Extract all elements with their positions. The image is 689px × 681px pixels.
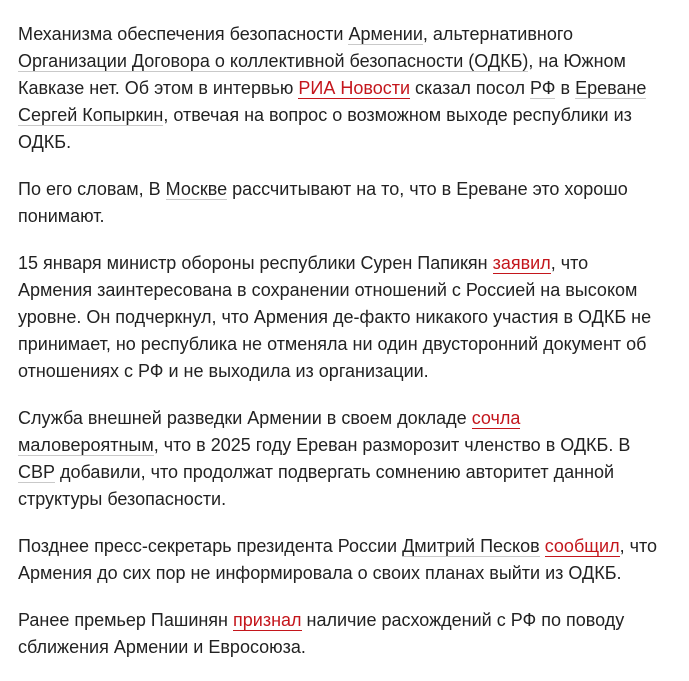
paragraph-text: в <box>555 78 576 98</box>
paragraph <box>18 176 658 230</box>
tag-svr[interactable]: СВР <box>18 462 56 482</box>
paragraph-text: Позднее пресс-секретарь президента России <box>18 536 403 556</box>
paragraph <box>18 21 658 156</box>
paragraph-text: добавили, что продолжат подвергать сомнению авторитет данной структуры безопасности. <box>18 462 615 509</box>
paragraph-text: , что Армения заинтересована в сохранении отношений с Россией на высоком уровне. Он подчеркнул, что Армения де-факто никакого участия в ОДКБ не принимает, но республика не отменяла ни один двусторонний документ об отношениях с РФ и не выходила из организации. <box>18 253 652 381</box>
paragraph-text: рассчитывают на то, что в Ереване это хорошо понимают. <box>18 179 628 226</box>
link-sochla[interactable]: сочла <box>471 408 521 428</box>
paragraph-text: , альтернативного <box>422 24 574 44</box>
link-soobshchil[interactable]: сообщил <box>544 536 620 556</box>
paragraph-text: наличие расхождений с РФ по поводу сближения Армении и Евросоюза. <box>18 610 625 657</box>
paragraph <box>18 533 658 587</box>
article-body <box>18 21 658 681</box>
paragraph-text: 15 января министр обороны республики Сурен Папикян <box>18 253 493 273</box>
paragraph-text: Ранее премьер Пашинян <box>18 610 233 630</box>
paragraph-text <box>540 536 545 556</box>
paragraph <box>18 607 658 661</box>
tag-maloveroyatnym[interactable]: маловероятным <box>18 435 154 455</box>
paragraph-text: , отвечая на вопрос о возможном выходе республики из ОДКБ. <box>18 105 632 152</box>
paragraph-text: Служба внешней разведки Армении в своем докладе <box>18 408 472 428</box>
tag-rf[interactable]: РФ <box>529 78 556 98</box>
tag-peskov[interactable]: Дмитрий Песков <box>402 536 540 556</box>
tag-armenia[interactable]: Армении <box>348 24 423 44</box>
tag-odkb[interactable]: Организации Договора о коллективной безопасности (ОДКБ) <box>18 51 529 71</box>
tag-kopyrkin[interactable]: Сергей Копыркин <box>18 105 164 125</box>
paragraph-text: , на Южном Кавказе нет. Об этом в интервью <box>18 51 626 98</box>
tag-moskva[interactable]: Москве <box>165 179 228 199</box>
link-priznal[interactable]: признал <box>233 610 302 630</box>
paragraph <box>18 250 658 385</box>
paragraph-text: По его словам, В <box>18 179 166 199</box>
paragraph-text: сказал посол <box>410 78 530 98</box>
link-zayavil[interactable]: заявил <box>492 253 551 273</box>
link-ria-novosti[interactable]: РИА Новости <box>298 78 411 98</box>
paragraph-text: Механизма обеспечения безопасности <box>18 24 349 44</box>
paragraph <box>18 405 658 513</box>
tag-erevan[interactable]: Ереване <box>575 78 647 98</box>
paragraph-text: , что Армения до сих пор не информировала о своих планах выйти из ОДКБ. <box>18 536 658 583</box>
paragraph-text: , что в 2025 году Ереван разморозит членство в ОДКБ. В <box>153 435 631 455</box>
